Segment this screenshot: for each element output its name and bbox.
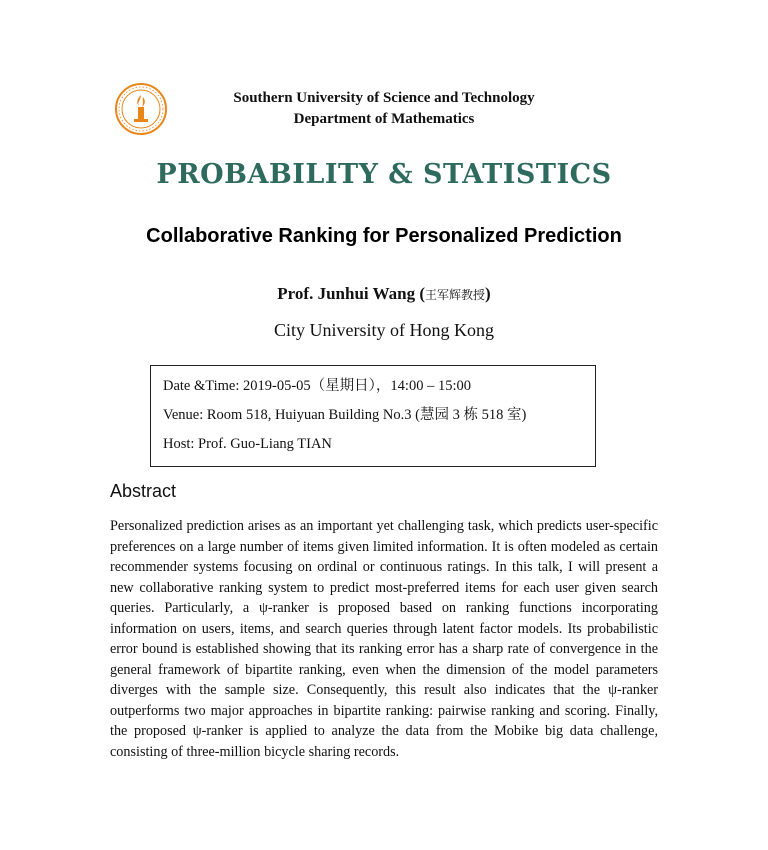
- abstract-heading: Abstract: [110, 481, 177, 501]
- datetime-line: Date &Time: 2019-05-05（星期日），14:00 – 15:00: [163, 378, 471, 394]
- talk-title: Collaborative Ranking for Personalized Prediction: [146, 225, 622, 247]
- speaker-name-chinese: 王军辉教授: [425, 288, 486, 302]
- speaker-close-paren: ): [485, 284, 491, 303]
- department-name: Department of Mathematics: [293, 111, 475, 127]
- speaker-affiliation: City University of Hong Kong: [274, 320, 494, 340]
- institution-header: [0, 88, 768, 130]
- host-line: Host: Prof. Guo-Liang TIAN: [163, 436, 332, 452]
- university-name: Southern University of Science and Technology: [233, 90, 535, 106]
- abstract-body: Personalized prediction arises as an important yet challenging task, which predicts user-specific preferences on a large number of items given limited information. It is often modeled as certain recommender systems focusing on ordinal or continuous ratings. In this talk, I will present a new collaborative ranking system to predict most-preferred items for each user given search queries. Particularly, a ψ-ranker is proposed based on ranking functions incorporating information on users, items, and search queries through latent factor models. Its probabilistic error bound is established showing that its ranking error has a sharp rate of convergence in the general framework of bipartite ranking, even when the dimension of the model parameters diverges with the sample size. Consequently, this result also indicates that the ψ-ranker outperforms two major approaches in bipartite ranking: pairwise ranking and scoring. Finally, the proposed ψ-ranker is applied to analyze the data from the Mobike big data challenge, consisting of three-million bicycle sharing records.: [110, 518, 658, 760]
- speaker-name: Prof. Junhui Wang (: [277, 284, 425, 303]
- talk-details-box: [150, 365, 596, 467]
- venue-line: Venue: Room 518, Huiyuan Building No.3 (慧园 3 栋 518 室): [163, 407, 527, 423]
- seminar-series-title: PROBABILITY & STATISTICS: [156, 159, 612, 190]
- speaker-line: [0, 284, 768, 304]
